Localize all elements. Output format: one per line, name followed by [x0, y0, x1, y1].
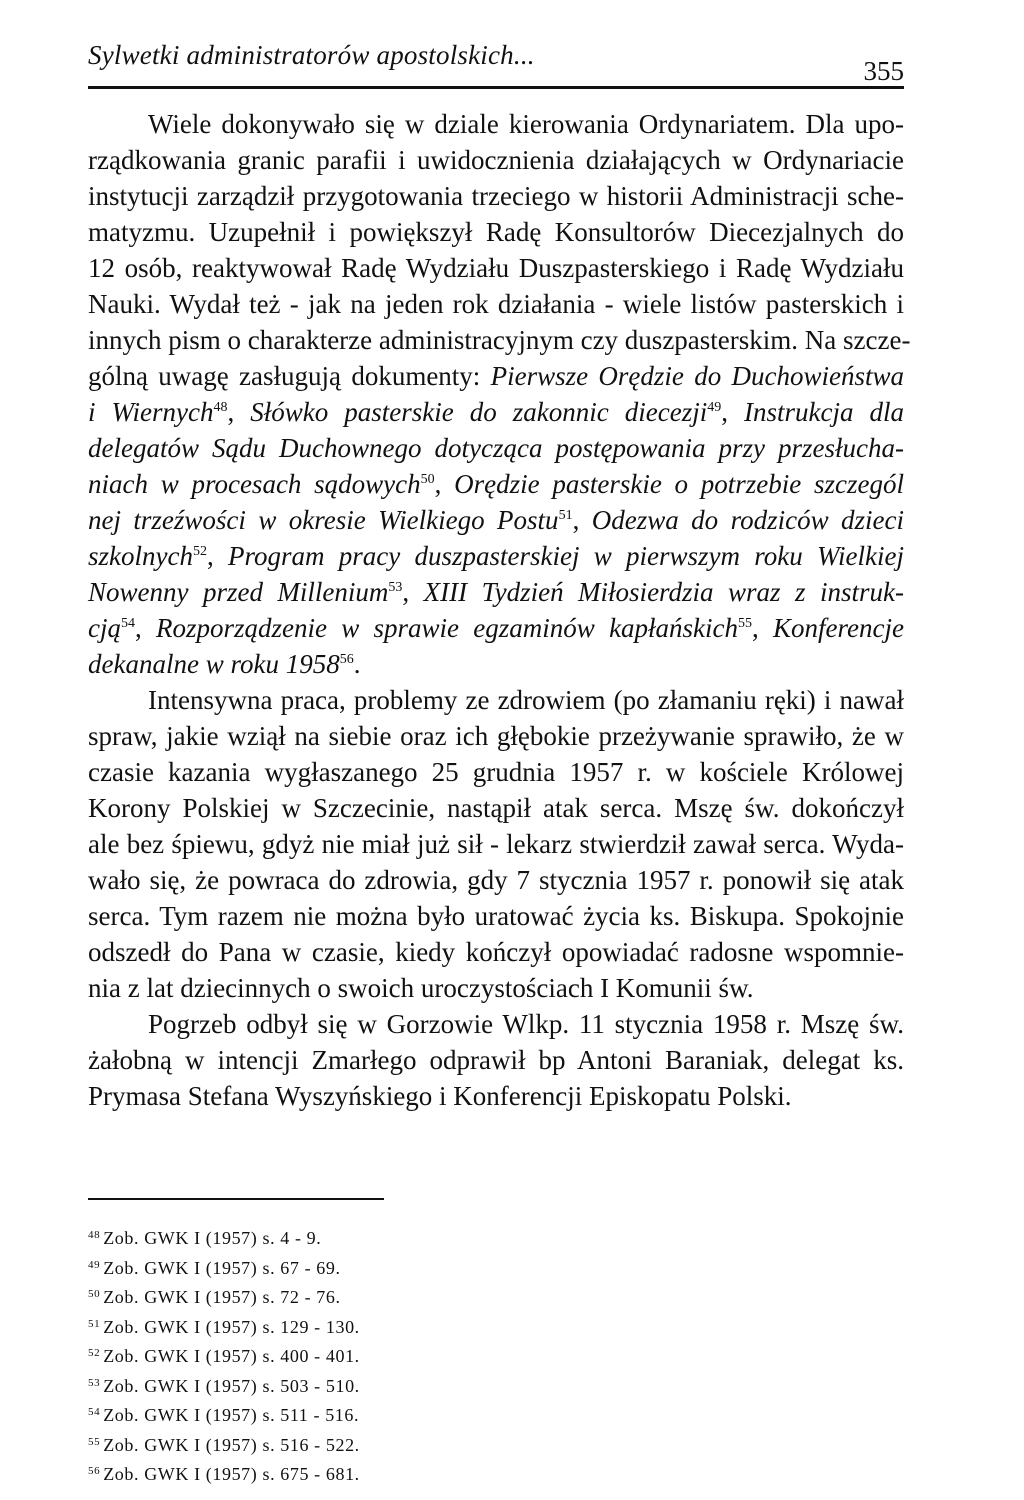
footnote-text: Zob. GWK I (1957) s. 72 - 76.	[103, 1287, 341, 1307]
footnote-text: Zob. GWK I (1957) s. 400 - 401.	[103, 1346, 360, 1366]
footnote-text: Zob. GWK I (1957) s. 503 - 510.	[103, 1375, 360, 1396]
text-line: wało się, że powraca do zdrowia, gdy 7 stycznia 1957 r. ponowił się atak	[88, 865, 904, 895]
footnote-text: Zob. GWK I (1957) s. 511 - 516.	[103, 1405, 360, 1425]
text-line: i Wiernych$^{48}$, Słówko pasterskie do zakonnic diecezji$^{49}$, Instrukcja dla	[88, 397, 904, 427]
footnote	[88, 1281, 688, 1311]
document-title: Orędzie pasterskie o potrzebie szczegól	[454, 469, 904, 499]
body-text	[88, 106, 911, 1114]
text-line	[88, 430, 904, 466]
footnote-number: 48	[88, 1229, 101, 1241]
document-title: delegatów Sądu Duchownego dotycząca postępowania przy przesłucha-	[88, 433, 904, 463]
text-line: rządkowania granic parafii i uwidocznienia działających w Ordynariacie	[88, 145, 904, 175]
footnote	[88, 1458, 688, 1488]
document-title: Rozporządzenie w sprawie egzaminów kapłańskich	[156, 613, 739, 643]
footnote	[88, 1340, 688, 1370]
document-title: Pierwsze Orędzie do Duchowieństwa	[490, 361, 904, 391]
footnote	[88, 1399, 688, 1429]
document-title: Program pracy duszpasterskiej w pierwszym roku Wielkiej	[227, 541, 904, 571]
text-segment: gólną uwagę zasługują dokumenty:	[88, 361, 481, 391]
footnote-number: 52	[88, 1347, 101, 1359]
text-line: Prymasa Stefana Wyszyńskiego i Konferencji Episkopatu Polski.	[88, 1081, 792, 1111]
running-title: Sylwetki administratorów apostolskich...	[88, 40, 535, 70]
text-line: spraw, jakie wziął na siebie oraz ich głębokie przeżywanie sprawiło, że w	[88, 721, 904, 751]
footnote	[88, 1370, 688, 1400]
text-line	[88, 358, 904, 394]
footnote-number: 54	[88, 1406, 101, 1418]
footnote-ref: 51	[558, 508, 573, 523]
footnote-ref: 55	[738, 616, 753, 631]
document-title: Instrukcja dla	[744, 397, 904, 427]
document-title: Odezwa do rodziców dzieci	[591, 505, 905, 535]
footnotes	[88, 1222, 688, 1488]
text-line: Korony Polskiej w Szczecinie, nastąpił atak serca. Mszę św. dokończył	[88, 793, 904, 823]
footnote-number: 55	[88, 1435, 101, 1448]
document-title: cją	[88, 613, 121, 643]
footnote-text: Zob. GWK I (1957) s. 67 - 69.	[103, 1257, 341, 1278]
text-line: Nauki. Wydał też - jak na jeden rok działania - wiele listów pasterskich i	[88, 289, 904, 319]
document-title: nej trzeźwości w okresie Wielkiego Postu	[88, 505, 559, 535]
footnote-number: 51	[88, 1317, 101, 1330]
text-line: 12 osób, reaktywował Radę Wydziału Duszpasterskiego i Radę Wydziału	[88, 253, 904, 283]
page-header	[88, 40, 904, 89]
footnote-ref: 50	[420, 472, 435, 487]
text-line: Wiele dokonywało się w dziale kierowania Ordynariatem. Dla upo-	[148, 109, 904, 139]
footnote-number: 53	[88, 1376, 101, 1389]
text-line: nia z lat dziecinnych o swoich uroczystościach I Komunii św.	[88, 973, 754, 1003]
document-title: Nowenny przed Millenium	[88, 577, 389, 607]
footnote-ref: 53	[388, 580, 403, 595]
footnote-number: 49	[88, 1258, 101, 1271]
footnote	[88, 1429, 688, 1459]
text-line: cją$^{54}$, Rozporządzenie w sprawie egzaminów kapłańskich$^{55}$, Konferencje	[88, 613, 904, 643]
footnote	[88, 1252, 688, 1282]
text-line: czasie kazania wygłaszanego 25 grudnia 1957 r. w kościele Królowej	[88, 757, 904, 787]
text-line: innych pism o charakterze administracyjnym czy duszpasterskim. Na szcze-	[88, 325, 911, 355]
text-line: Nowenny przed Millenium$^{53}$, XIII Tydzień Miłosierdzia wraz z instruk-	[88, 577, 905, 607]
footnote-separator	[88, 1198, 384, 1200]
footnote-ref: 56	[339, 652, 354, 667]
footnote	[88, 1311, 688, 1341]
footnote-number: 56	[88, 1465, 101, 1477]
footnote-number: 50	[88, 1288, 101, 1300]
footnote-text: Zob. GWK I (1957) s. 4 - 9.	[103, 1228, 322, 1248]
text-line: dekanalne w roku 1958$^{56}$.	[88, 649, 361, 679]
footnote-ref: 49	[707, 400, 722, 415]
text-line: instytucji zarządził przygotowania trzeciego w historii Administracji sche-	[88, 181, 904, 211]
document-title: Słówko pasterskie do zakonnic diecezji	[250, 397, 708, 427]
footnote-text: Zob. GWK I (1957) s. 675 - 681.	[103, 1464, 360, 1484]
footnote-text: Zob. GWK I (1957) s. 516 - 522.	[103, 1434, 360, 1455]
footnote-ref: 52	[192, 544, 207, 559]
footnote-text: Zob. GWK I (1957) s. 129 - 130.	[103, 1316, 360, 1337]
text-line: Pogrzeb odbył się w Gorzowie Wlkp. 11 stycznia 1958 r. Mszę św.	[148, 1009, 904, 1039]
document-title: Konferencje	[773, 613, 904, 643]
text-line: nej trzeźwości w okresie Wielkiego Postu$^{51}$, Odezwa do rodziców dzieci	[88, 505, 905, 535]
document-title: niach w procesach sądowych	[88, 469, 421, 499]
page-number: 355	[863, 56, 904, 86]
document-title: szkolnych	[88, 541, 193, 571]
footnote	[88, 1222, 688, 1252]
text-line: odszedł do Pana w czasie, kiedy kończył opowiadać radosne wspomnie-	[88, 937, 904, 967]
text-line: ale bez śpiewu, gdyż nie miał już sił - lekarz stwierdził zawał serca. Wyda-	[88, 829, 904, 859]
footnote-ref: 48	[213, 400, 228, 415]
document-title: i Wiernych	[88, 397, 214, 427]
text-line: żałobną w intencji Zmarłego odprawił bp Antoni Baraniak, delegat ks.	[88, 1045, 904, 1075]
text-line: Intensywna praca, problemy ze zdrowiem (po złamaniu ręki) i nawał	[148, 685, 904, 715]
text-line: niach w procesach sądowych$^{50}$, Orędzie pasterskie o potrzebie szczegól	[88, 469, 904, 499]
text-line: matyzmu. Uzupełnił i powiększył Radę Konsultorów Diecezjalnych do	[88, 217, 904, 247]
document-title: dekanalne w roku 1958	[88, 649, 340, 679]
text-line: serca. Tym razem nie można było uratować życia ks. Biskupa. Spokojnie	[88, 901, 904, 931]
text-line: szkolnych$^{52}$, Program pracy duszpasterskiej w pierwszym roku Wielkiej	[88, 541, 904, 571]
footnote-ref: 54	[121, 616, 135, 631]
document-title: XIII Tydzień Miłosierdzia wraz z instruk-	[423, 577, 905, 607]
